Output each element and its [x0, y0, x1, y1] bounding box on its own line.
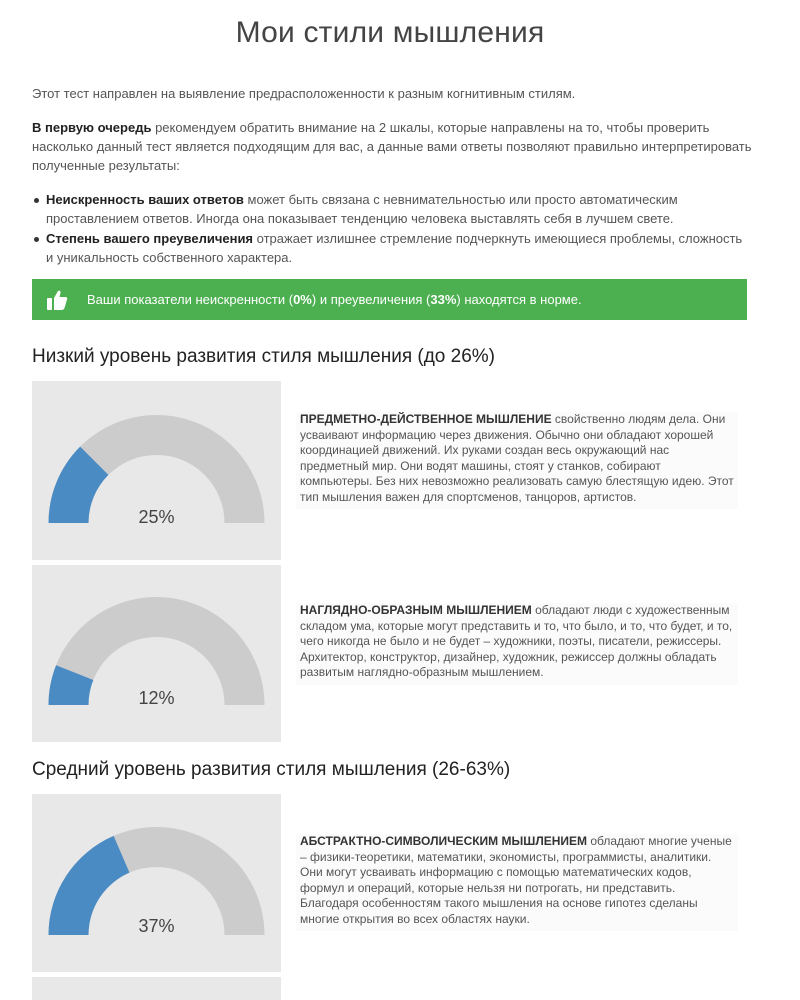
- thumbs-up-icon: [46, 289, 68, 311]
- section-heading-low: Низкий уровень развития стиля мышления (до 26%): [32, 346, 495, 367]
- style-text: обладают многие ученые – физики-теоретики, математики, экономисты, программисты, аналитики. Они могут усваивать информацию с помощью математических кодов, формул и операций, которые нельзя ни потрогать, ни представить. Благодаря особенностям такого мышления на основе гипотез сделаны многие открытия во всех областях науки.: [300, 834, 732, 926]
- style-description: [296, 603, 738, 685]
- style-text: свойственно людям дела. Они усваивают информацию через движения. Обычно они обладают хорошей координацией движений. Их руками создан весь окружающий нас предметный мир. Они водят машины, стоят у станков, собирают компьютеры. Без них невозможно реализовать самую блестящую идею. Этот тип мышления важен для спортсменов, танцоров, артистов.: [300, 412, 734, 504]
- gauge-percent: 12%: [138, 688, 175, 708]
- banner-text-part: ) и преувеличения (: [311, 292, 431, 307]
- intro-text: Этот тест направлен на выявление предрасположенности к разным когнитивным стилям.: [32, 86, 576, 101]
- gauge-percent: 37%: [138, 916, 175, 936]
- style-name: НАГЛЯДНО-ОБРАЗНЫМ МЫШЛЕНИЕМ: [300, 603, 532, 617]
- priority-text: рекомендуем обратить внимание на 2 шкалы, которые направлены на то, чтобы проверить насколько данный тест является подходящим для вас, а данные вами ответы позволяют правильно интерпретировать полученные результаты:: [32, 120, 752, 173]
- insincerity-value: 0%: [293, 292, 312, 307]
- style-name: ПРЕДМЕТНО-ДЕЙСТВЕННОЕ МЫШЛЕНИЕ: [300, 412, 552, 426]
- style-name: АБСТРАКТНО-СИМВОЛИЧЕСКИМ МЫШЛЕНИЕМ: [300, 834, 588, 848]
- bullet-text: отражает излишнее стремление подчеркнуть имеющиеся проблемы, сложность и уникальность собственного характера.: [46, 231, 743, 265]
- bullet-insincerity: [46, 190, 746, 228]
- exaggeration-value: 33%: [430, 292, 457, 307]
- banner-text-part: Ваши показатели неискренности (: [87, 292, 294, 307]
- style-description: [296, 834, 738, 931]
- bullet-text: может быть связана с невнимательностью или просто автоматическим проставлением ответов. Иногда она показывает тенденцию человека выставлять себя в лучшем свете.: [46, 192, 678, 226]
- page-title: Мои стили мышления: [235, 16, 545, 49]
- style-description: [296, 412, 738, 509]
- gauge-percent: 25%: [138, 507, 175, 527]
- priority-paragraph: [32, 118, 752, 175]
- gauge-panel: [32, 794, 281, 972]
- gauge-panel: [32, 977, 281, 1000]
- banner-text-part: ) находятся в норме.: [456, 292, 582, 307]
- priority-bold: В первую очередь: [32, 120, 152, 135]
- section-heading-mid: Средний уровень развития стиля мышления (26-63%): [32, 759, 511, 780]
- bullet-bold: Степень вашего преувеличения: [46, 231, 254, 246]
- gauge-panel: [32, 565, 281, 742]
- status-banner: [32, 279, 747, 320]
- bullet-exaggeration: [46, 229, 746, 267]
- banner-text: [87, 279, 582, 320]
- style-text: обладают люди с художественным складом ума, которые могут представить и то, что было, и то, что будет, и то, чего никогда не было и не будет – художники, поэты, писатели, режиссеры. Архитектор, конструктор, дизайнер, художник, режиссер должны обладать развитым наглядно-образным мышлением.: [300, 603, 733, 679]
- bullet-bold: Неискренность ваших ответов: [46, 192, 244, 207]
- gauge-panel: [32, 381, 281, 560]
